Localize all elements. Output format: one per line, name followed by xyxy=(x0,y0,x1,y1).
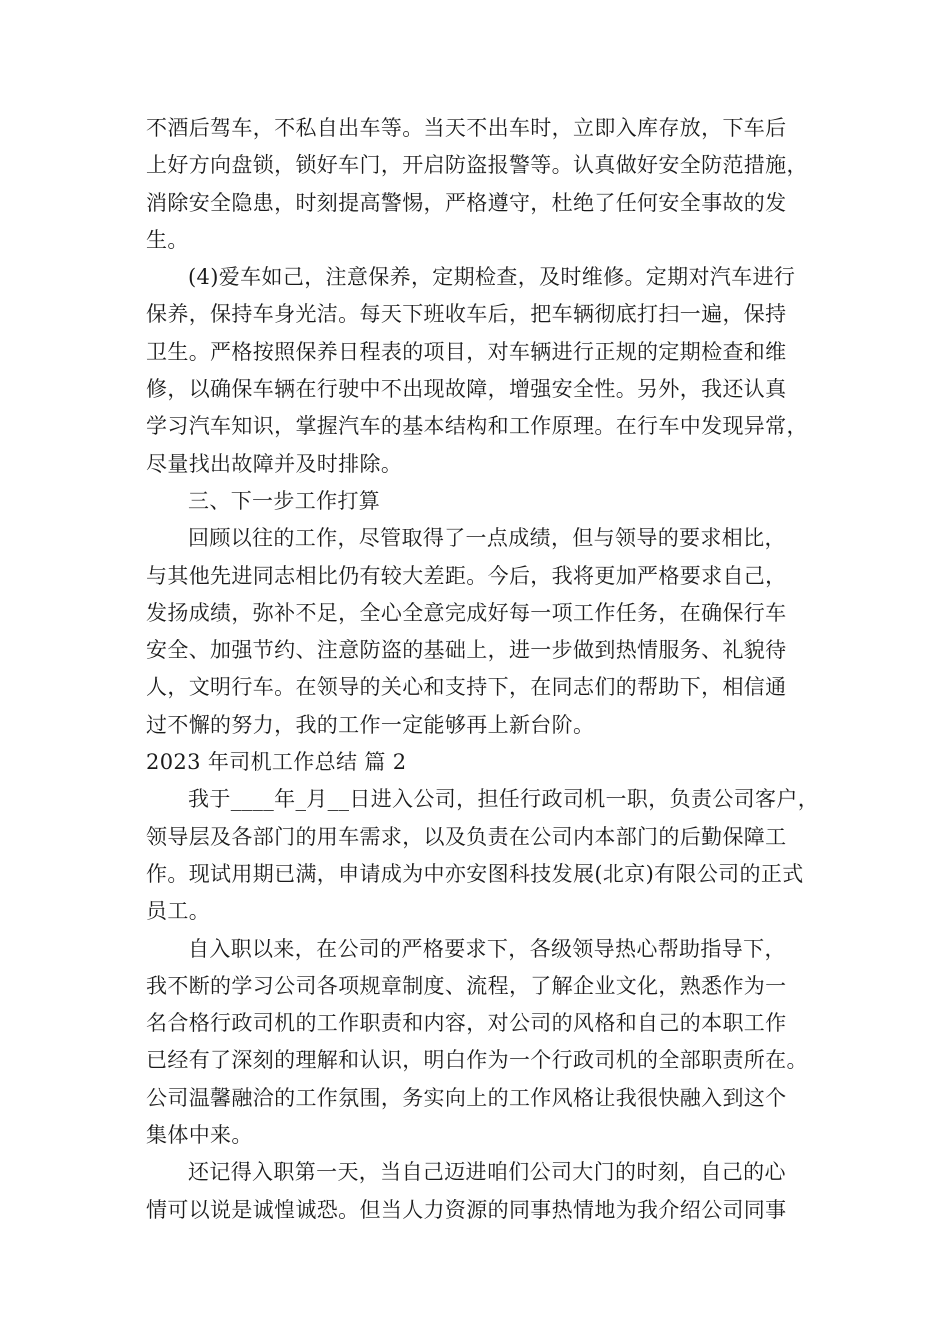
text-line: 我不断的学习公司各项规章制度、流程，了解企业文化，熟悉作为一 xyxy=(146,973,787,998)
text-line: 领导层及各部门的用车需求，以及负责在公司内本部门的后勤保障工 xyxy=(146,824,787,849)
text-line: 自入职以来，在公司的严格要求下，各级领导热心帮助指导下， xyxy=(188,936,786,961)
section-heading: 2023 年司机工作总结 篇 2 xyxy=(146,750,407,775)
text-line: 三、下一步工作打算 xyxy=(188,488,381,513)
text-line: 已经有了深刻的理解和认识，明白作为一个行政司机的全部职责所在。 xyxy=(146,1048,808,1073)
text-line: 还记得入职第一天，当自己迈进咱们公司大门的时刻，自己的心 xyxy=(188,1160,786,1185)
text-line: 人，文明行车。在领导的关心和支持下，在同志们的帮助下，相信通 xyxy=(146,675,787,700)
text-line: 安全、加强节约、注意防盗的基础上，进一步做到热情服务、礼貌待 xyxy=(146,638,787,663)
text-line: 我于____年_月__日进入公司，担任行政司机一职，负责公司客户， xyxy=(188,787,820,812)
text-line: 不酒后驾车，不私自出车等。当天不出车时，立即入库存放，下车后 xyxy=(146,116,787,140)
text-line: 作。现试用期已满，申请成为中亦安图科技发展(北京)有限公司的正式 xyxy=(146,861,804,886)
text-line: 集体中来。 xyxy=(146,1123,253,1148)
text-line: 发扬成绩，弥补不足，全心全意完成好每一项工作任务，在确保行车 xyxy=(146,600,787,625)
text-line: 卫生。严格按照保养日程表的项目，对车辆进行正规的定期检查和维 xyxy=(146,339,787,364)
text-line: 员工。 xyxy=(146,899,211,924)
text-line: 回顾以往的工作，尽管取得了一点成绩，但与领导的要求相比， xyxy=(188,526,786,551)
text-line: 公司温馨融洽的工作氛围，务实向上的工作风格让我很快融入到这个 xyxy=(146,1085,787,1110)
text-line: 上好方向盘锁，锁好车门，开启防盗报警等。认真做好安全防范措施， xyxy=(146,153,808,178)
text-line: 保养，保持车身光洁。每天下班收车后，把车辆彻底打扫一遍，保持 xyxy=(146,302,787,327)
text-line: 学习汽车知识，掌握汽车的基本结构和工作原理。在行车中发现异常， xyxy=(146,414,808,439)
text-line: 过不懈的努力，我的工作一定能够再上新台阶。 xyxy=(146,712,595,737)
text-line: (4)爱车如己，注意保养，定期检查，及时维修。定期对汽车进行 xyxy=(188,265,796,290)
text-line: 与其他先进同志相比仍有较大差距。今后，我将更加严格要求自己， xyxy=(146,563,787,588)
text-line: 情可以说是诚惶诚恐。但当人力资源的同事热情地为我介绍公司同事 xyxy=(146,1197,787,1222)
document-body xyxy=(146,110,826,1229)
text-line: 消除安全隐患，时刻提高警惕，严格遵守，杜绝了任何安全事故的发 xyxy=(146,190,787,215)
text-line: 修，以确保车辆在行驶中不出现故障，增强安全性。另外，我还认真 xyxy=(146,377,787,402)
text-line: 尽量找出故障并及时排除。 xyxy=(146,451,403,476)
text-line: 生。 xyxy=(146,227,189,252)
text-line: 名合格行政司机的工作职责和内容，对公司的风格和自己的本职工作 xyxy=(146,1011,787,1036)
